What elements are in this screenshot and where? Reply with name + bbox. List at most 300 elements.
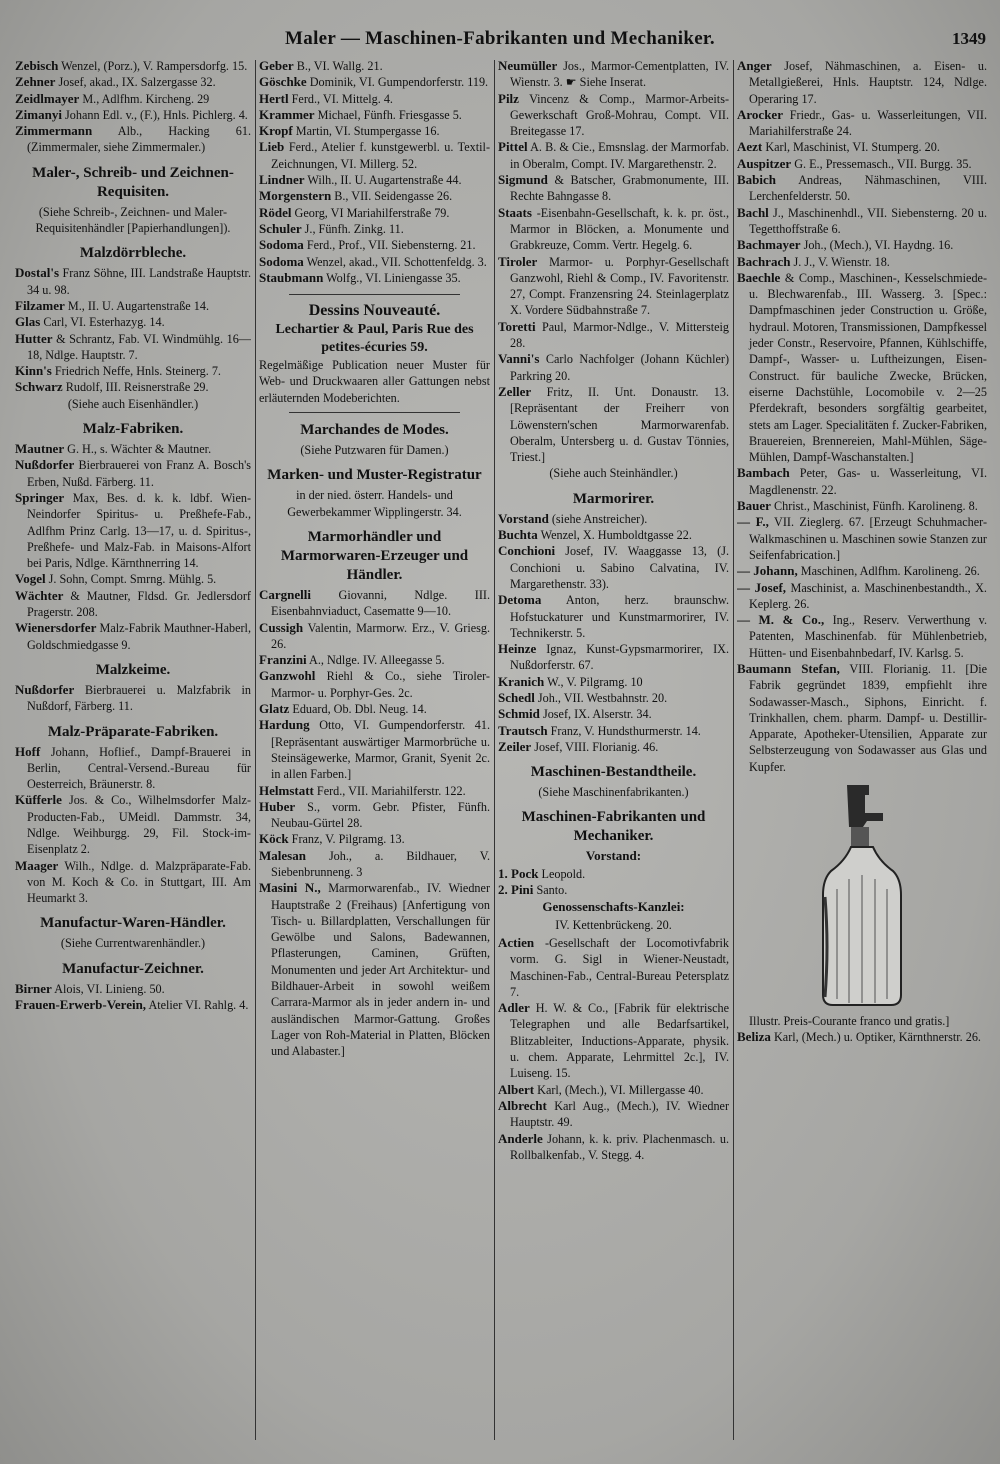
directory-entry: [259, 270, 490, 286]
section-note: (Siehe auch Steinhändler.): [549, 466, 678, 481]
directory-entry: [15, 682, 251, 715]
subheading: Genossenschafts-Kanzlei:: [542, 899, 685, 915]
page-title: Maler — Maschinen-Fabrikanten und Mechaniker.: [285, 28, 715, 49]
directory-entry: [15, 331, 251, 364]
directory-entry: [737, 580, 987, 613]
entry-name: Arocker: [737, 106, 783, 122]
entry-details: Karl Aug., (Mech.), IV. Wiedner Hauptstr. 49.: [510, 1098, 729, 1130]
entry-name: Zebisch: [15, 58, 59, 73]
directory-entry: [737, 563, 987, 579]
entry-details: Josef, VIII. Florianig. 46.: [534, 739, 659, 754]
entry-name: Mautner: [15, 441, 65, 457]
directory-entry: [498, 739, 729, 755]
entry-name: Vanni's: [498, 351, 540, 367]
entry-details: G. E., Pressemasch., VII. Burgg. 35.: [794, 156, 972, 171]
directory-entry: [498, 866, 729, 882]
directory-entry: [259, 172, 490, 188]
entry-details: -Eisenbahn-Gesellschaft, k. k. pr. öst., Marmor in Blöcken, a. Monumente und Grabkreuze, Comm. Vertr. Hegelg. 6.: [510, 205, 729, 253]
column-divider: [733, 60, 734, 1440]
directory-entry: [259, 205, 490, 221]
entry-details: Wenzel, (Porz.), V. Rampersdorfg. 15.: [61, 59, 248, 73]
entry-name: 1. Pock: [498, 865, 539, 881]
divider: [289, 412, 460, 413]
directory-entry: [498, 690, 729, 706]
entry-name: Nußdorfer: [15, 457, 75, 473]
directory-entry: [737, 465, 987, 498]
entry-details: Ferd., Atelier f. kunstgewerbl. u. Textil-Zeichnungen, VI. Millerg. 52.: [271, 140, 490, 171]
entry-name: Göschke: [259, 74, 307, 90]
directory-entry: [737, 612, 987, 661]
entry-name: Sigmund: [498, 172, 548, 188]
entry-name: Maager: [15, 857, 59, 873]
section-note: (Siehe Schreib-, Zeichnen- und Maler-Requisitenhändler [Papierhandlungen]).: [35, 204, 231, 236]
entry-name: Beliza: [737, 1029, 771, 1045]
entry-name: Schedl: [498, 689, 535, 705]
directory-entry: [737, 205, 987, 238]
directory-entry: [15, 744, 251, 793]
directory-entry: [259, 668, 490, 701]
entry-details: M., II. U. Augartenstraße 14.: [67, 298, 209, 313]
directory-entry: [737, 107, 987, 140]
entry-details: W., V. Pilgramg. 10: [547, 674, 643, 689]
entry-details: Franz, V. Pilgramg. 13.: [291, 832, 405, 847]
directory-entry: [498, 641, 729, 674]
entry-details: Dominik, VI. Gumpendorferstr. 119.: [309, 75, 489, 90]
directory-entry: [15, 792, 251, 857]
entry-details: Malz-Fabrik Mauthner-Haberl, Goldschmiedgasse 9.: [27, 621, 251, 652]
directory-entry: [259, 221, 490, 237]
subheading: Vorstand:: [585, 848, 642, 864]
entry-details: Ing., Reserv. Verwerthung v. Patenten, Maschinenfab. für Mühlenbetrieb, Hütten- und Eisenbahnbedarf, IV. Karlsg. 5.: [749, 613, 987, 660]
directory-entry: [498, 723, 729, 739]
entry-name: Springer: [15, 489, 65, 505]
directory-entry: [498, 511, 729, 527]
directory-entry: [498, 935, 729, 1000]
page-number: 1349: [952, 29, 986, 48]
section-heading: Malz-Fabriken.: [82, 421, 184, 438]
entry-details: & Comp., Maschinen-, Kesselschmiede- u. Blechwarenfab., III. Wasserg. 3. [Spec.: Dampfmaschinen jeder Construction u. Größe, hydraul. Motoren, Transmissionen, Dampfkessel jeder Constr., Reservoire, Pfannen, Kühlschiffe, Dampf-, Wasser- u. Luftheizungen, Eisen-Construct. für bauliche Zwecke, Brücken, eiserne Dachstühle, Locomobile v. 2—25 Pferdekraft, besonders sorgfältig gearbeitet, stets am Lager. Specialitäten f. Zucker-Fabriken, Brauereien, Brennereien, Mahl-Mühlen, Säge-Mühlen, Dampf-Waschanstalten.]: [749, 270, 987, 465]
entry-name: Vogel: [15, 571, 46, 587]
directory-entry: [259, 620, 490, 653]
entry-name: Schuler: [259, 220, 302, 236]
entry-details: & Mautner, Fldsd. Gr. Jedlersdorf Pragerstr. 208.: [27, 588, 251, 620]
entry-name: Toretti: [498, 318, 536, 334]
entry-name: Schwarz: [15, 379, 63, 395]
entry-name: Detoma: [498, 592, 542, 608]
directory-entry: [737, 156, 987, 172]
entry-details: Riehl & Co., siehe Tiroler-Marmor- u. Porphyr-Ges. 2c.: [271, 669, 490, 700]
directory-entry: [15, 74, 251, 90]
entry-details: Jos. & Co., Wilhelmsdorfer Malz-Producten-Fab., UMeidl. Dammstr. 34, Ndlge. Weihburgg. 29, Fil. Stock-im-Eisenplatz 2.: [27, 793, 251, 857]
entry-details: Paul, Marmor-Ndlge., V. Mittersteig 28.: [510, 319, 729, 351]
entry-details: Ferd., VI. Mittelg. 4.: [291, 91, 393, 106]
entry-details: Karl, Maschinist, VI. Stumperg. 20.: [765, 140, 940, 155]
entry-details: B., VI. Wallg. 21.: [296, 59, 383, 73]
directory-entry: [498, 543, 729, 592]
entry-details: Marmorwarenfab., IV. Wiedner Hauptstraße 2 (Freihaus) [Anfertigung von Tisch- u. Billardplatten, Verschallungen für Gewölbe und Salons, Badewannen, Pflasterungen, Caminen, Grüften, Monumenten und jeder Art Architektur- und Bildhauer-Arbeit in sowohl weißem Carrara-Marmor als in jeder andern in- und ausländischen Marmor-Gattung. Großes Lager von Roh-Material in Platten, Blöcken und Alabaster.]: [271, 881, 490, 1059]
directory-entry: [498, 205, 729, 254]
entry-details: M., Adlfhm. Kircheng. 29: [82, 91, 210, 106]
entry-details: Carlo Nachfolger (Johann Küchler) Parkring 20.: [510, 352, 729, 383]
section-note: (Siehe Putzwaren für Damen.): [300, 443, 449, 458]
entry-name: Neumüller: [498, 58, 558, 73]
entry-name: Baechle: [737, 269, 781, 285]
section-heading: Maschinen-Fabrikanten und Mechaniker.: [521, 809, 706, 845]
advertisement-box: [259, 294, 490, 413]
entry-name: Dostal's: [15, 265, 60, 281]
entry-name: Ganzwohl: [259, 668, 316, 684]
directory-entry: [259, 587, 490, 620]
entry-name: Geber: [259, 58, 294, 73]
directory-entry: [498, 592, 729, 641]
directory-entry: [15, 265, 251, 298]
entry-details: Marmor- u. Porphyr-Gesellschaft Ganzwohl, Riehl & Comp., IV. Favoritenstr. 27, Compt. Franzensring 24. Steinlagerplatz X. Vordere Südbahnstraße 7.: [510, 254, 729, 318]
entry-name: Staats: [498, 204, 532, 220]
directory-entry: [259, 139, 490, 172]
directory-entry: [15, 91, 251, 107]
entry-name: Cussigh: [259, 619, 304, 635]
entry-name: Lieb: [259, 139, 285, 155]
directory-entry: [498, 254, 729, 319]
directory-entry: [15, 457, 251, 490]
entry-name: Bambach: [737, 465, 790, 481]
section-heading: Marken- und Muster-Registratur: [267, 467, 482, 484]
entry-details: Joh., a. Bildhauer, V. Siebenbrunneng. 3: [271, 848, 490, 879]
entry-name: Wächter: [15, 587, 64, 603]
entry-details: Josef, IX. Alserstr. 34.: [542, 707, 652, 722]
section-heading: Marmorhändler und Marmorwaren-Erzeuger und Händler.: [280, 528, 469, 583]
entry-details: Anton, herz. braunschw. Hofstuckaturer und Kunstmarmorirer, IV. Technikerstr. 5.: [510, 593, 729, 640]
entry-details: Alois, VI. Linieng. 50.: [54, 981, 165, 996]
directory-entry: [498, 58, 729, 91]
entry-name: Hutter: [15, 330, 53, 346]
entry-details: Bierbrauerei von Franz A. Bosch's Erben, Nußd. Färberg. 11.: [27, 458, 251, 489]
entry-name: Bachmayer: [737, 237, 801, 253]
entry-name: Trautsch: [498, 722, 548, 738]
entry-details: & Schrantz, Fab. VI. Windmühlg. 16—18, Ndlge. Hauptstr. 7.: [27, 331, 251, 362]
directory-entry: [15, 997, 251, 1013]
entry-details: B., VII. Seidengasse 26.: [334, 189, 453, 204]
directory-entry: [259, 831, 490, 847]
entry-details: Peter, Gas- u. Wasserleitung, VI. Magdlenenstr. 22.: [749, 466, 987, 497]
entry-details: Joh., VII. Westbahnstr. 20.: [537, 690, 668, 705]
column-2: [259, 58, 490, 1438]
entry-name: Küfferle: [15, 792, 62, 808]
directory-entry: [737, 139, 987, 155]
directory-entry: [737, 1029, 987, 1045]
entry-name: Aezt: [737, 139, 763, 155]
directory-entry: [498, 384, 729, 465]
directory-entry: [259, 717, 490, 782]
entry-details: Johann, Hoflief., Dampf-Brauerei in Berlin, Central-Versend.-Bureau für Oesterreich, Bräunerstr. 8.: [27, 744, 251, 792]
entry-name: Adler: [498, 1000, 530, 1016]
entry-name: Birner: [15, 980, 52, 996]
entry-name: — Johann,: [737, 563, 798, 579]
entry-details: Vincenz & Comp., Marmor-Arbeits-Gewerkschaft Groß-Mohrau, Compt. VII. Breitegasse 17.: [510, 91, 729, 139]
directory-entry: [498, 706, 729, 722]
entry-details: Josef, IV. Waaggasse 13, (J. Conchioni u. Sabino Calvatina, IV. Margarethenstr. 33).: [510, 544, 729, 591]
section-heading: Malzdörrbleche.: [79, 245, 187, 262]
entry-name: Morgenstern: [259, 188, 332, 204]
section-heading: Manufactur-Zeichner.: [62, 960, 204, 977]
entry-name: Lindner: [259, 172, 305, 188]
directory-entry: [259, 188, 490, 204]
directory-entry: [498, 1131, 729, 1164]
entry-name: Sodoma: [259, 253, 304, 269]
entry-name: Bauer: [737, 498, 771, 514]
divider: [289, 294, 460, 295]
entry-name: Rödel: [259, 204, 292, 220]
section-note: (Siehe Currentwarenhändler.): [60, 936, 206, 951]
directory-entry: [259, 91, 490, 107]
directory-entry: [737, 254, 987, 270]
entry-details: J., Fünfh. Zinkg. 11.: [304, 221, 404, 236]
column-3: [498, 58, 729, 1438]
entry-details: VII. Zieglerg. 67. [Erzeugt Schuhmacher-Walkmaschinen u. Maschinen sowie Stanzen zur Seifenfabrication.]: [749, 515, 987, 562]
directory-entry: [498, 351, 729, 384]
entry-name: Zehner: [15, 74, 56, 90]
directory-entry: [259, 254, 490, 270]
entry-details: J. J., V. Wienstr. 18.: [793, 254, 890, 269]
advert-firm: Lechartier & Paul, Paris Rue des petites-écuries 59.: [275, 322, 474, 356]
entry-name: Zeller: [498, 383, 532, 399]
advert-caption: Illustr. Preis-Courante franco und gratis.]: [749, 1014, 950, 1029]
entry-details: Johann, k. k. priv. Plachenmasch. u. Rollbalkenfab., V. Stegg. 4.: [510, 1131, 729, 1162]
entry-details: Georg, VI Mariahilferstraße 79.: [294, 205, 450, 220]
directory-entry: [15, 620, 251, 653]
entry-name: Krammer: [259, 106, 315, 122]
entry-details: Ferd., VII. Mariahilferstr. 122.: [316, 783, 466, 798]
entry-details: Atelier VI. Rahlg. 4.: [148, 998, 249, 1013]
directory-entry: [15, 588, 251, 621]
directory-entry: [498, 1000, 729, 1081]
entry-details: Josef, Nähmaschinen, a. Eisen- u. Metallgießerei, Hnls. Hauptstr. 124, Ndlge. Operaring 17.: [749, 59, 987, 106]
entry-details: A. B. & Cie., Emsnslag. der Marmorfab. in Oberalm, Compt. IV. Margarethenstr. 2.: [510, 140, 729, 171]
entry-name: Pilz: [498, 90, 519, 106]
directory-entry: [15, 298, 251, 314]
directory-entry: [259, 123, 490, 139]
entry-name: Zimanyi: [15, 106, 62, 122]
entry-details: H. W. & Co., [Fabrik für elektrische Telegraphen und alle Bedarfsartikel, Blitzableiter, Inductions-Apparate, physik. u. chem. Apparate, Lehrmittel 2c.], IV. Luiseng. 15.: [510, 1001, 729, 1081]
directory-entry: [259, 848, 490, 881]
entry-details: Maschinen, Adlfhm. Karolineng. 26.: [800, 564, 980, 579]
entry-details: Ignaz, Kunst-Gypsmarmorirer, IX. Nußdorferstr. 67.: [510, 642, 729, 673]
entry-name: Nußdorfer: [15, 681, 75, 697]
column-divider: [494, 60, 495, 1440]
entry-name: Sodoma: [259, 237, 304, 253]
directory-entry: [15, 981, 251, 997]
section-heading: Marchandes de Modes.: [300, 422, 449, 439]
entry-details: Santo.: [536, 883, 568, 898]
entry-details: Joh., (Mech.), VI. Haydng. 16.: [803, 238, 954, 253]
entry-details: Leopold.: [541, 866, 586, 881]
entry-name: Köck: [259, 831, 289, 847]
column-4: [737, 58, 987, 1438]
entry-details: S., vorm. Gebr. Pfister, Fünfh. Neubau-Gürtel 28.: [271, 799, 490, 831]
entry-name: Malesan: [259, 847, 306, 863]
entry-name: Staubmann: [259, 269, 324, 285]
directory-entry: [15, 858, 251, 907]
entry-details: Otto, VI. Gumpendorferstr. 41. [Repräsentant auswärtiger Marmorbrüche u. Steinsägewerke, Marmor, Granit, Syenit 2c. in allen Farben.]: [271, 718, 490, 782]
entry-details: Max, Bes. d. k. k. ldbf. Wien-Neindorfer Spiritus- u. Preßhefe-Fab., Adlfhm Prinz Carlg. 13—17, u. d. Spiritus-, Preßhefe- und Malz-Fab. in Maisons-Alfort bei Paris, Ndlge. Kärnthnerring 14.: [27, 490, 251, 571]
entry-name: — M. & Co.,: [737, 612, 825, 628]
directory-entry: [498, 91, 729, 140]
siphon-bottle-illustration: [737, 779, 987, 1009]
directory-entry: [259, 652, 490, 668]
entry-name: Albert: [498, 1081, 535, 1097]
entry-name: Albrecht: [498, 1097, 547, 1113]
directory-entry: [737, 661, 987, 775]
entry-name: Filzamer: [15, 297, 65, 313]
entry-details: & Batscher, Grabmonumente, III. Rechte Bahngasse 8.: [510, 173, 729, 204]
entry-name: Heinze: [498, 641, 537, 657]
directory-entry: [498, 674, 729, 690]
section-note: (Siehe auch Eisenhändler.): [67, 396, 199, 411]
entry-details: Wolfg., VI. Liniengasse 35.: [326, 270, 461, 285]
directory-entry: [15, 107, 251, 123]
directory-entry: [259, 58, 490, 74]
entry-details: Johann Edl. v., (F.), Hnls. Pichlerg. 4.: [65, 107, 248, 122]
entry-details: Giovanni, Ndlge. III. Eisenbahnviaduct, Casematte 9—10.: [271, 587, 490, 619]
directory-entry: [259, 880, 490, 1059]
entry-name: 2. Pini: [498, 882, 534, 898]
entry-details: Wenzel, X. Humboldtgasse 22.: [540, 528, 692, 543]
section-heading: Manufactur-Waren-Händler.: [40, 915, 226, 932]
entry-name: Actien: [498, 934, 535, 950]
directory-entry: [15, 490, 251, 571]
entry-name: Hertl: [259, 90, 289, 106]
entry-name: Hardung: [259, 717, 310, 733]
directory-entry: [259, 783, 490, 799]
entry-name: Pittel: [498, 139, 528, 155]
entry-name: Wienersdorfer: [15, 620, 97, 636]
directory-entry: [259, 237, 490, 253]
section-heading: Maschinen-Bestandtheile.: [530, 764, 697, 781]
entry-name: Conchioni: [498, 543, 556, 559]
entry-name: Buchta: [498, 527, 538, 543]
directory-entry: [259, 74, 490, 90]
entry-name: — Josef,: [737, 579, 787, 595]
entry-name: Schmid: [498, 706, 540, 722]
entry-details: Alb., Hacking 61. (Zimmermaler, siehe Zimmermaler.): [27, 124, 251, 155]
section-heading: Malz-Präparate-Fabriken.: [47, 723, 219, 740]
entry-name: Franzini: [259, 652, 307, 668]
entry-name: Anderle: [498, 1130, 543, 1146]
section-note: in der nied. österr. Handels- und Gewerbekammer Wipplingerstr. 34.: [287, 488, 462, 519]
directory-entry: [737, 58, 987, 107]
running-header: [0, 28, 1000, 54]
entry-name: Masini N.,: [259, 880, 321, 896]
entry-name: Huber: [259, 798, 296, 814]
entry-details: Wenzel, akad., VII. Schottenfeldg. 3.: [306, 254, 487, 269]
section-heading: Malzkeime.: [95, 661, 171, 678]
entry-name: Frauen-Erwerb-Verein,: [15, 997, 147, 1013]
entry-details: Fritz, II. Unt. Donaustr. 13. [Repräsentant der Freiherr von Löwenstern'schen Marmorwarenfab. Oberalm, Untersberg u. d. Gustav Tönnies, Triest.]: [510, 384, 729, 465]
entry-name: Zeidlmayer: [15, 90, 80, 106]
directory-entry: [259, 799, 490, 832]
entry-name: Hoff: [15, 743, 41, 759]
entry-name: Baumann Stefan,: [737, 660, 840, 676]
entry-details: Franz, V. Hundsthurmerstr. 14.: [550, 723, 701, 738]
directory-entry: [15, 441, 251, 457]
entry-details: Wilh., II. U. Augartenstraße 44.: [307, 173, 462, 188]
directory-entry: [737, 498, 987, 514]
entry-name: Kinn's: [15, 363, 52, 379]
directory-entry: [259, 701, 490, 717]
entry-details: Wilh., Ndlge. d. Malzpräparate-Fab. von M. Koch & Co. in Stuttgart, III. Am Heumarkt 3.: [27, 858, 251, 906]
directory-entry: [259, 107, 490, 123]
directory-entry: [737, 172, 987, 205]
entry-details: (siehe Anstreicher).: [551, 511, 648, 526]
entry-details: Maschinist, a. Maschinenbestandth., X. Keplerg. 26.: [749, 580, 987, 611]
entry-details: Franz Söhne, III. Landstraße Hauptstr. 34 u. 98.: [27, 266, 251, 297]
entry-details: Valentin, Marmorw. Erz., V. Griesg. 26.: [271, 620, 490, 651]
entry-name: Auspitzer: [737, 155, 792, 171]
entry-name: Glas: [15, 314, 41, 330]
entry-details: Rudolf, III. Reisnerstraße 29.: [65, 380, 209, 395]
entry-details: Jos., Marmor-Cementplatten, IV. Wienstr. 3. ☛ Siehe Inserat.: [510, 59, 729, 90]
entry-details: Michael, Fünfh. Friesgasse 5.: [317, 107, 462, 122]
entry-name: Cargnelli: [259, 586, 311, 602]
column-divider: [255, 60, 256, 1440]
entry-details: Carl, VI. Esterhazyg. 14.: [43, 315, 165, 330]
directory-entry: [498, 1082, 729, 1098]
directory-entry: [15, 314, 251, 330]
entry-name: Tiroler: [498, 253, 538, 269]
entry-details: Andreas, Nähmaschinen, VIII. Lerchenfelderstr. 50.: [749, 173, 987, 204]
directory-entry: [15, 379, 251, 395]
entry-name: Glatz: [259, 701, 290, 717]
entry-details: Bierbrauerei u. Malzfabrik in Nußdorf, Färberg. 11.: [27, 682, 251, 714]
directory-entry: [498, 882, 729, 898]
entry-name: Kranich: [498, 673, 545, 689]
directory-entry: [498, 1098, 729, 1131]
directory-entry: [15, 571, 251, 587]
entry-name: Bachl: [737, 204, 769, 220]
section-heading: Marmorirer.: [572, 490, 655, 507]
entry-name: Bachrach: [737, 253, 791, 269]
entry-details: J., Maschinenhdl., VII. Siebensterng. 20 u. Tegetthoffstraße 6.: [749, 205, 987, 236]
entry-name: Vorstand: [498, 510, 549, 526]
entry-details: Friedrich Neffe, Hnls. Steinerg. 7.: [54, 364, 221, 379]
directory-entry: [737, 514, 987, 563]
entry-details: Ferd., Prof., VII. Siebensterng. 21.: [306, 238, 476, 253]
advert-description: Regelmäßige Publication neuer Muster für Web- und Druckwaaren aller Gattungen nebst erläuternden Modeberichten.: [259, 358, 490, 405]
entry-name: Babich: [737, 172, 777, 188]
entry-details: Martin, VI. Stumpergasse 16.: [295, 124, 440, 139]
directory-entry: [498, 139, 729, 172]
directory-entry: [15, 363, 251, 379]
entry-name: Zeiler: [498, 738, 532, 754]
entry-name: — F.,: [737, 514, 769, 530]
entry-details: J. Sohn, Compt. Smrng. Mühlg. 5.: [48, 572, 217, 587]
directory-entry: [15, 123, 251, 156]
advert-title: Dessins Nouveauté.: [308, 302, 441, 320]
directory-entry: [498, 527, 729, 543]
entry-details: Friedr., Gas- u. Wasserleitungen, VII. Mariahilferstraße 24.: [749, 107, 987, 139]
entry-details: Christ., Maschinist, Fünfh. Karolineng. 8.: [774, 499, 978, 514]
directory-entry: [737, 270, 987, 466]
section-note: IV. Kettenbrückeng. 20.: [555, 917, 672, 932]
entry-details: G. H., s. Wächter & Mautner.: [67, 442, 212, 457]
entry-details: A., Ndlge. IV. Alleegasse 5.: [309, 653, 445, 668]
entry-details: VIII. Florianig. 11. [Die Fabrik gegründet 1839, empfiehlt ihre Sodawasser-Masch., Siphons, Einricht. f. Trinkhallen, chem. pharm. Dampf- u. Destillir-Apparate, Apotheker-Utensilien, Apparate zur Selbsterzeugung von Sodawasser aus Glas und Kupfer.: [749, 661, 987, 774]
entry-details: -Gesellschaft der Locomotivfabrik vorm. G. Sigl in Wiener-Neustadt, Maschinen-Fab., Central-Bureau Petersplatz 7.: [510, 935, 729, 999]
entry-details: Josef, akad., IX. Salzergasse 32.: [58, 75, 216, 90]
entry-details: Karl, (Mech.), VI. Millergasse 40.: [537, 1082, 704, 1097]
entry-name: Kropf: [259, 123, 293, 139]
directory-entry: [15, 58, 251, 74]
